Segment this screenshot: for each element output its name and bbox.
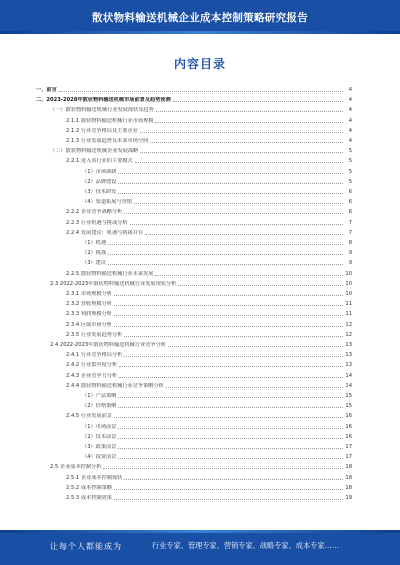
toc-entry[interactable] bbox=[36, 115, 352, 124]
toc-entry[interactable] bbox=[36, 268, 352, 277]
toc-entry-label: 2.2.4 发展建议：机遇与挑战并存 bbox=[66, 229, 144, 236]
toc-leader-dots bbox=[145, 234, 343, 235]
toc-entry-page: 6 bbox=[348, 189, 352, 195]
toc-entry-label: 2.3.3 利润规模分析 bbox=[66, 311, 112, 318]
toc-entry[interactable] bbox=[36, 339, 352, 348]
toc-entry-label: 2.5 企业成本控制分析 bbox=[50, 464, 102, 471]
toc-entry-page: 7 bbox=[348, 229, 352, 236]
toc-entry-page: 8 bbox=[348, 240, 352, 246]
toc-leader-dots bbox=[118, 397, 343, 398]
toc-entry[interactable] bbox=[36, 166, 352, 175]
toc-entry[interactable] bbox=[36, 145, 352, 154]
footer-stripe bbox=[0, 530, 400, 533]
toc-leader-dots bbox=[114, 326, 343, 327]
toc-leader-dots bbox=[114, 315, 343, 316]
toc-leader-dots bbox=[103, 468, 343, 469]
toc-entry-label: 2.2.2 企业竞争战略分析 bbox=[66, 209, 123, 216]
toc-entry[interactable] bbox=[36, 461, 352, 470]
toc-entry[interactable] bbox=[36, 237, 352, 246]
toc-entry-page: 16 bbox=[345, 413, 352, 420]
toc-entry-label: 2.1.1 散状物料输送机械行业市场规模 bbox=[66, 117, 154, 124]
toc-leader-dots bbox=[114, 417, 343, 418]
toc-leader-dots bbox=[114, 489, 343, 490]
toc-entry-page: 10 bbox=[345, 291, 352, 297]
report-footer bbox=[0, 530, 400, 565]
toc-entry-page: 9 bbox=[348, 250, 352, 257]
toc-leader-dots bbox=[114, 499, 343, 500]
toc-entry-page: 4 bbox=[348, 138, 352, 144]
toc-leader-dots bbox=[119, 366, 343, 367]
toc-entry-label: 2.2.5 散状物料输送机械行业未来发展 bbox=[66, 270, 154, 277]
toc-entry-label: 2.4.1 行业竞争格局分析 bbox=[66, 352, 123, 359]
toc-entry-page: 6 bbox=[348, 199, 352, 206]
toc-entry[interactable] bbox=[36, 155, 352, 164]
toc-entry-page: 12 bbox=[345, 321, 352, 328]
toc-leader-dots bbox=[118, 458, 343, 459]
toc-entry-page: 7 bbox=[348, 219, 352, 226]
toc-leader-dots bbox=[155, 122, 343, 123]
toc-entry-page: 5 bbox=[348, 168, 352, 175]
toc-entry-page: 14 bbox=[345, 382, 352, 389]
toc-entry-page: 9 bbox=[348, 260, 352, 267]
toc-leader-dots bbox=[118, 438, 343, 439]
toc-entry-page: 5 bbox=[348, 158, 352, 165]
toc-entry-page: 6 bbox=[348, 209, 352, 216]
toc-entry[interactable] bbox=[36, 329, 352, 338]
toc-entry-page: 4 bbox=[348, 117, 352, 124]
toc-entry-page: 17 bbox=[345, 454, 352, 461]
toc-entry-label: （2）品牌建设 bbox=[82, 178, 117, 185]
toc-entry-label: 2.1.2 行业竞争格局及主要企业 bbox=[66, 127, 138, 134]
toc-leader-dots bbox=[118, 173, 343, 174]
toc-leader-dots bbox=[124, 213, 343, 214]
report-title: 散状物料输送机械企业成本控制策略研究报告 bbox=[92, 12, 308, 24]
toc-entry-label: （4）渠道拓展与营销 bbox=[82, 199, 132, 206]
toc-leader-dots bbox=[108, 244, 343, 245]
toc-entry[interactable] bbox=[36, 94, 352, 103]
toc-entry[interactable] bbox=[36, 288, 352, 297]
toc-entry-label: （3）建议 bbox=[82, 260, 107, 267]
toc-entry[interactable] bbox=[36, 196, 352, 205]
toc-entry-label: （3）技术研发 bbox=[82, 189, 117, 195]
toc-entry-page: 4 bbox=[348, 127, 352, 134]
toc-entry-label: 2.3.5 行业发展趋势分析 bbox=[66, 331, 123, 338]
toc-entry[interactable] bbox=[36, 390, 352, 399]
toc-entry[interactable] bbox=[36, 298, 352, 307]
toc-entry-page: 13 bbox=[345, 352, 352, 359]
toc-entry[interactable] bbox=[36, 84, 352, 93]
toc-entry[interactable] bbox=[36, 400, 352, 409]
toc-entry[interactable] bbox=[36, 421, 352, 430]
toc-entry-label: （二）散状物料输送机械企业发展战略 bbox=[50, 148, 139, 155]
toc-entry[interactable] bbox=[36, 431, 352, 440]
toc-leader-dots bbox=[118, 448, 343, 449]
toc-entry[interactable] bbox=[36, 125, 352, 134]
toc-entry[interactable] bbox=[36, 257, 352, 266]
toc-entry-page: 11 bbox=[345, 311, 352, 318]
toc-entry[interactable] bbox=[36, 176, 352, 185]
toc-entry-label: 2.1.3 行业发展趋势及未来市场空间 bbox=[66, 138, 149, 144]
toc-leader-dots bbox=[173, 101, 343, 102]
toc-entry[interactable] bbox=[36, 206, 352, 215]
toc-leader-dots bbox=[108, 254, 343, 255]
toc-entry-page: 11 bbox=[345, 301, 352, 308]
toc-entry-label: 2.2.1 进入该行业的主要模式 bbox=[66, 158, 133, 165]
toc-entry[interactable] bbox=[36, 186, 352, 195]
toc-leader-dots bbox=[150, 142, 343, 143]
toc-entry[interactable] bbox=[36, 370, 352, 379]
toc-entry-label: （1）市场调研 bbox=[82, 168, 117, 175]
toc-entry-page: 18 bbox=[345, 484, 352, 491]
toc-entry-label: 2.4.5 行业发展前景 bbox=[66, 413, 112, 420]
toc-entry[interactable] bbox=[36, 451, 352, 460]
toc-entry-page: 14 bbox=[345, 372, 352, 379]
toc-entry-page: 4 bbox=[348, 97, 352, 104]
toc-entry-label: （一）散状物料输送机械行业发展现状及趋势 bbox=[50, 107, 154, 114]
toc-entry[interactable] bbox=[36, 319, 352, 328]
toc-entry[interactable] bbox=[36, 349, 352, 358]
toc-entry-page: 18 bbox=[345, 474, 352, 481]
toc-entry-label: 2.4.3 企业竞争力分析 bbox=[66, 372, 118, 379]
toc-entry[interactable] bbox=[36, 247, 352, 256]
toc-leader-dots bbox=[118, 193, 343, 194]
toc-entry[interactable] bbox=[36, 135, 352, 144]
toc-leader-dots bbox=[130, 224, 343, 225]
toc-entry-page: 5 bbox=[348, 148, 352, 155]
toc-entry-label: 2.5.1 企业成本控制现状 bbox=[66, 474, 123, 481]
toc-entry-page: 16 bbox=[345, 423, 352, 430]
toc-entry-label: （1）市场前景 bbox=[82, 423, 117, 430]
toc-entry-label: 2.4.2 行业集中度分析 bbox=[66, 362, 118, 369]
toc-entry-label: 2.3.4 区域市场分析 bbox=[66, 321, 112, 328]
toc-leader-dots bbox=[124, 356, 343, 357]
footer-slogan: 让每个人都能成为 bbox=[50, 542, 122, 551]
toc-leader-dots bbox=[114, 295, 343, 296]
toc-entry-page: 13 bbox=[345, 342, 352, 348]
toc-entry-page: 12 bbox=[345, 331, 352, 338]
toc-leader-dots bbox=[140, 152, 343, 153]
toc-entry-label: 2.5.2 成本控制策略 bbox=[66, 484, 112, 491]
toc-entry[interactable] bbox=[36, 492, 352, 501]
toc-entry-label: （3）政策前景 bbox=[82, 444, 117, 450]
toc-entry-label: 2.5.3 成本控制效果 bbox=[66, 495, 112, 501]
toc-leader-dots bbox=[140, 132, 343, 133]
toc-leader-dots bbox=[119, 377, 343, 378]
toc-entry-label: 2.3.2 营收规模分析 bbox=[66, 301, 112, 308]
toc-entry-label: （1）产品策略 bbox=[82, 393, 117, 399]
toc-entry-label: 二、2023-2028年散状物料输送机械市场前景及趋势预测 bbox=[36, 97, 171, 104]
toc-entry-page: 13 bbox=[345, 362, 352, 369]
footer-experts-text: 行业专家、管理专家、营销专家、战略专家、成本专家…… bbox=[152, 541, 339, 550]
toc-entry[interactable] bbox=[36, 104, 352, 113]
toc-entry-page: 19 bbox=[345, 495, 352, 501]
toc-entry-label: 2.3 2022-2023年散状物料输送机械行业发展现状分析 bbox=[50, 280, 177, 287]
toc-entry[interactable] bbox=[36, 227, 352, 236]
report-header bbox=[0, 0, 400, 34]
toc-entry-label: 2.3.1 市场规模分析 bbox=[66, 291, 112, 297]
toc-leader-dots bbox=[108, 264, 343, 265]
toc-entry[interactable] bbox=[36, 308, 352, 317]
toc-leader-dots bbox=[166, 387, 343, 388]
toc-entry[interactable] bbox=[36, 482, 352, 491]
toc-entry[interactable] bbox=[36, 380, 352, 389]
toc-entry-page: 17 bbox=[345, 444, 352, 450]
toc-entry[interactable] bbox=[36, 217, 352, 226]
toc-entry-label: （2）技术前景 bbox=[82, 433, 117, 440]
toc-entry-label: 一、前言 bbox=[36, 87, 57, 93]
toc-leader-dots bbox=[134, 203, 343, 204]
toc-leader-dots bbox=[124, 336, 343, 337]
toc-entry-label: 2.4 2022-2023年散状物料输送机械行业竞争分析 bbox=[50, 342, 166, 348]
toc-entry-page: 15 bbox=[345, 403, 352, 410]
toc-leader-dots bbox=[124, 479, 343, 480]
toc-entry-page: 4 bbox=[348, 107, 352, 114]
header-stripe bbox=[0, 31, 400, 34]
toc-leader-dots bbox=[155, 275, 343, 276]
toc-entry[interactable] bbox=[36, 441, 352, 450]
toc-leader-dots bbox=[118, 407, 343, 408]
toc-heading: 内容目录 bbox=[173, 57, 226, 71]
toc-entry[interactable] bbox=[36, 410, 352, 419]
toc-entry-page: 10 bbox=[345, 270, 352, 277]
toc-leader-dots bbox=[114, 305, 343, 306]
toc-entry[interactable] bbox=[36, 472, 352, 481]
toc-leader-dots bbox=[168, 346, 343, 347]
toc-entry-page: 16 bbox=[345, 433, 352, 440]
toc-entry[interactable] bbox=[36, 278, 352, 287]
toc-entry-page: 15 bbox=[345, 393, 352, 399]
toc-leader-dots bbox=[118, 428, 343, 429]
toc-entry-label: 2.2.3 行业机遇与挑战分析 bbox=[66, 219, 128, 226]
toc-entry-label: 2.4.4 散状物料输送机械行业竞争策略分析 bbox=[66, 382, 164, 389]
toc-leader-dots bbox=[135, 162, 343, 163]
toc-leader-dots bbox=[178, 285, 343, 286]
toc-entry-page: 4 bbox=[348, 87, 352, 93]
toc-leader-dots bbox=[59, 91, 343, 92]
toc-entry-page: 18 bbox=[345, 464, 352, 471]
toc-entry-page: 10 bbox=[345, 280, 352, 287]
toc-entry-label: （1）机遇 bbox=[82, 240, 107, 246]
toc-entry-label: （4）投资前景 bbox=[82, 454, 117, 461]
toc-entry-label: （2）价格策略 bbox=[82, 403, 117, 410]
toc-entry[interactable] bbox=[36, 359, 352, 368]
toc-entry-label: （2）挑战 bbox=[82, 250, 107, 257]
toc-leader-dots bbox=[118, 183, 343, 184]
toc-entry-page: 5 bbox=[348, 178, 352, 185]
toc-leader-dots bbox=[156, 111, 343, 112]
